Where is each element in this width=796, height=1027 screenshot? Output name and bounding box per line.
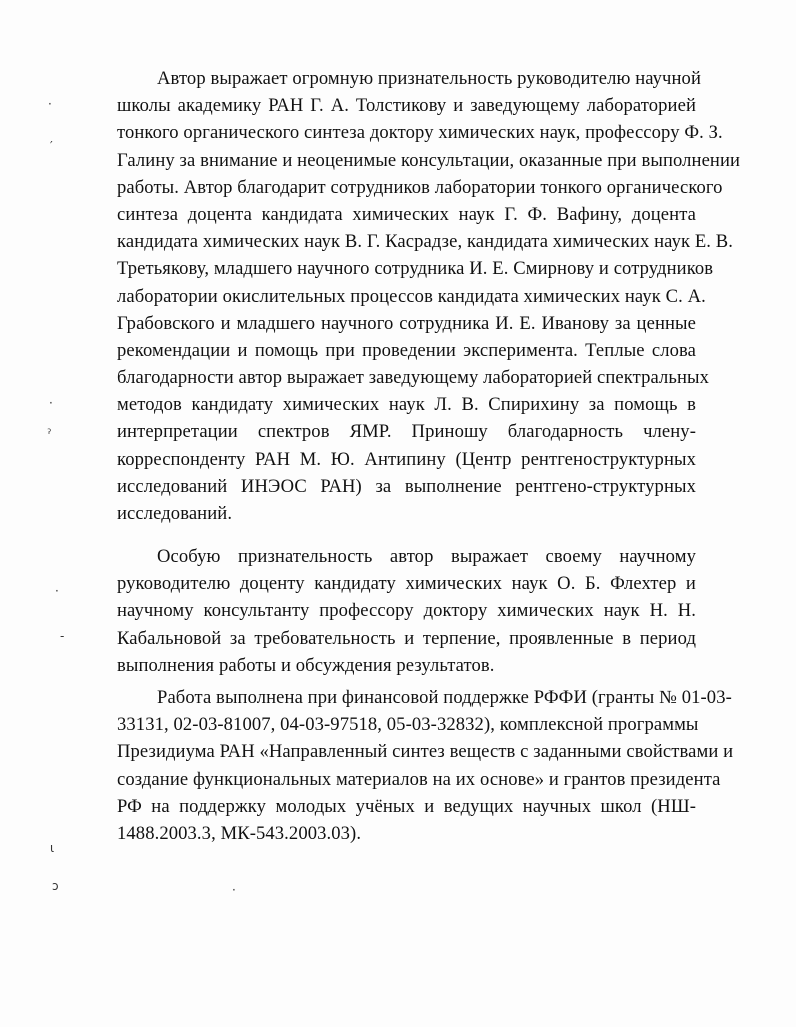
text-line: интерпретации спектров ЯМР. Приношу благодарность члену-: [117, 421, 696, 443]
text-line: тонкого органического синтеза доктору химических наук, профессору Ф. З.: [117, 122, 723, 144]
text-line: лаборатории окислительных процессов кандидата химических наук С. А.: [117, 285, 706, 307]
text-line: исследований.: [117, 503, 233, 524]
text-line: Галину за внимание и неоценимые консультации, оказанные при выполнении: [117, 149, 741, 171]
text-line: Третьякову, младшего научного сотрудника И. Е. Смирнову и сотрудников: [117, 258, 714, 280]
paragraph-acknowledgement-1: [117, 65, 741, 527]
scan-speck: ′: [50, 139, 53, 153]
scan-speck: ˀ: [47, 427, 52, 441]
text-line: Особую признательность автор выражает своему научному: [157, 546, 696, 567]
text-line: исследований ИНЭОС РАН) за выполнение рентгено-структурных: [117, 475, 696, 497]
text-line: РФ на поддержку молодых учёных и ведущих научных школ (НШ-: [117, 795, 696, 817]
scan-speck: ɩ: [50, 841, 55, 855]
text-line: Грабовского и младшего научного сотрудника И. Е. Иванову за ценные: [117, 312, 696, 334]
text-line: работы. Автор благодарит сотрудников лаборатории тонкого органического: [117, 176, 723, 198]
text-line: 1488.2003.3, МК-543.2003.03).: [117, 822, 362, 844]
scan-speck: ·: [55, 584, 59, 598]
text-line: Работа выполнена при финансовой поддержке РФФИ (гранты № 01-03-: [157, 687, 732, 708]
text-line: благодарности автор выражает заведующему лабораторией спектральных: [117, 367, 710, 389]
text-line: Кабальновой за требовательность и терпение, проявленные в период: [117, 627, 696, 649]
scan-speck: -: [60, 629, 65, 643]
text-line: руководителю доценту кандидату химических наук О. Б. Флехтер и: [117, 573, 696, 595]
text-line: школы академику РАН Г. А. Толстикову и заведующему лабораторией: [117, 95, 696, 117]
text-line: корреспонденту РАН М. Ю. Антипину (Центр рентгеноструктурных: [117, 448, 696, 470]
paragraph-funding: [117, 684, 734, 847]
text-line: Президиума РАН «Направленный синтез веществ с заданными свойствами и: [117, 741, 734, 763]
scan-speck: ·: [48, 97, 52, 111]
text-line: синтеза доцента кандидата химических наук Г. Ф. Вафину, доцента: [117, 203, 696, 225]
scan-speck: ·: [49, 396, 53, 410]
paragraph-acknowledgement-2: [117, 543, 696, 679]
text-line: методов кандидату химических наук Л. В. Спирихину за помощь в: [117, 394, 696, 416]
text-line: научному консультанту профессору доктору химических наук Н. Н.: [117, 600, 696, 622]
text-line: выполнения работы и обсуждения результатов.: [117, 654, 495, 676]
text-line: рекомендации и помощь при проведении эксперимента. Теплые слова: [117, 339, 696, 361]
text-line: Автор выражает огромную признательность руководителю научной: [157, 68, 702, 89]
text-line: кандидата химических наук В. Г. Касрадзе, кандидата химических наук Е. В.: [117, 231, 734, 253]
text-line: создание функциональных материалов на их основе» и грантов президента: [117, 768, 721, 790]
scan-speck: ·: [232, 883, 236, 897]
text-line: 33131, 02-03-81007, 04-03-97518, 05-03-32832), комплексной программы: [117, 714, 699, 736]
scan-speck: ɔ: [52, 879, 59, 893]
